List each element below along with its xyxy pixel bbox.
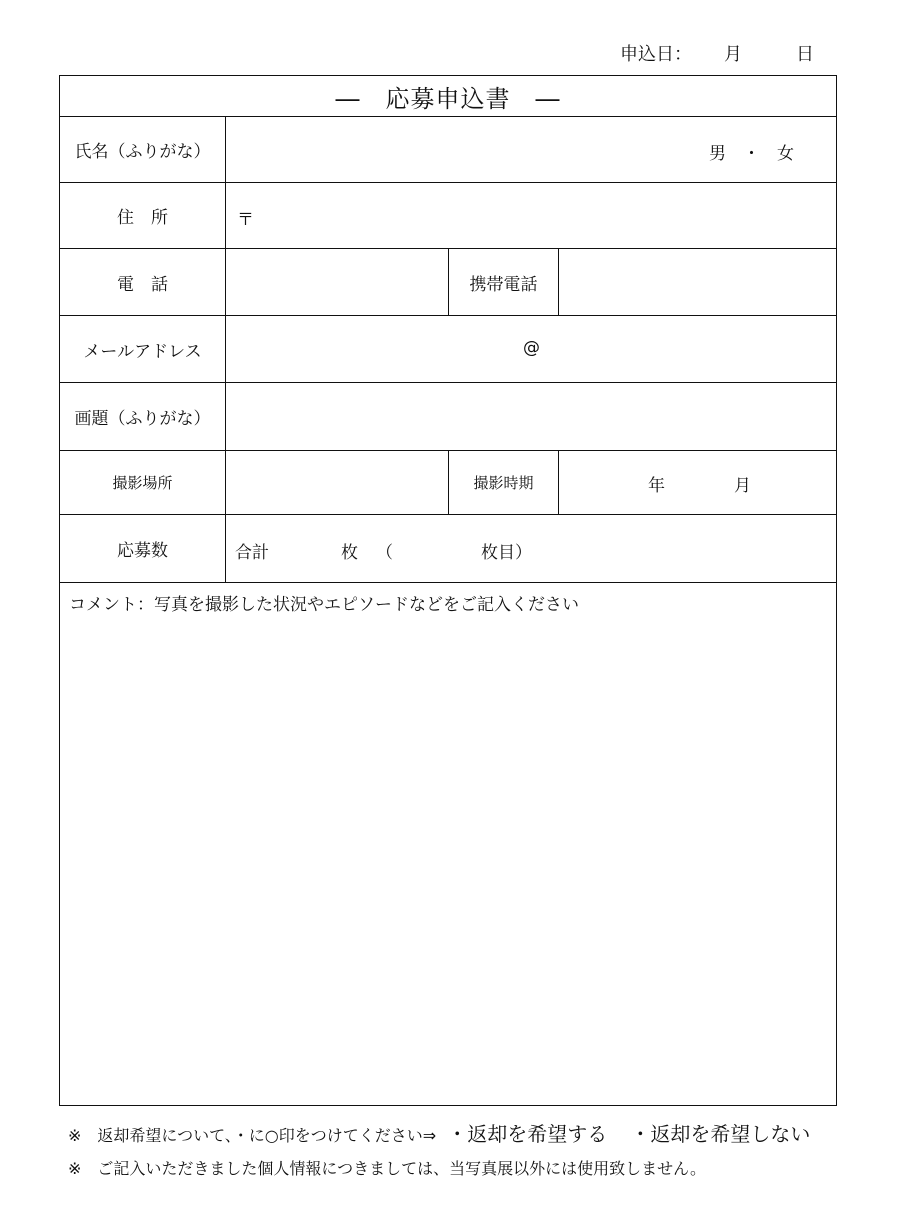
entries-total: 合計 <box>235 543 269 563</box>
comment-label: コメント：写真を撮影した状況やエピソードなどをご記入ください <box>69 595 579 615</box>
work-title-row <box>60 383 836 451</box>
return-yes-option[interactable]: ・返却を希望する <box>447 1122 608 1146</box>
form-title: ― 応募申込書 ― <box>60 76 836 117</box>
email-field[interactable] <box>226 316 836 382</box>
address-field[interactable] <box>226 183 836 248</box>
email-row <box>60 316 836 383</box>
application-form <box>59 75 837 1106</box>
entries-label: 応募数 <box>60 515 226 582</box>
phone-label: 電 話 <box>60 249 226 315</box>
privacy-note: ※ ご記入いただきました個人情報につきましては、当写真展以外には使用致しません。 <box>68 1159 707 1178</box>
date-day: 日 <box>796 44 814 65</box>
mobile-label: 携帯電話 <box>448 249 559 315</box>
date-label: 申込日： <box>620 44 692 65</box>
date-month: 月 <box>724 44 742 65</box>
application-date <box>620 40 840 66</box>
postal-mark: 〒 <box>237 210 254 230</box>
month-unit: 月 <box>734 476 751 496</box>
phone-field[interactable] <box>226 249 449 315</box>
phone-row <box>60 249 836 316</box>
work-title-label: 画題（ふりがな） <box>60 383 226 450</box>
shooting-row <box>60 451 836 515</box>
entries-field[interactable] <box>226 515 836 582</box>
email-label: メールアドレス <box>60 316 226 382</box>
return-prefix: ※ 返却希望について、・に○印をつけてください⇒ <box>68 1126 437 1145</box>
name-field[interactable] <box>226 117 836 182</box>
entries-sheet-no: 枚目） <box>481 543 532 563</box>
shooting-period-field[interactable] <box>559 451 836 514</box>
mobile-field[interactable] <box>559 249 836 315</box>
return-note <box>68 1118 810 1147</box>
address-label: 住 所 <box>60 183 226 248</box>
work-title-field[interactable] <box>226 383 836 450</box>
year-unit: 年 <box>648 476 665 496</box>
shooting-period-label: 撮影時期 <box>448 451 559 514</box>
entries-row <box>60 515 836 583</box>
entries-sheets: 枚 <box>341 543 358 563</box>
address-row <box>60 183 836 249</box>
return-no-option[interactable]: ・返却を希望しない <box>630 1122 811 1146</box>
comment-field[interactable] <box>60 616 836 1105</box>
shooting-place-field[interactable] <box>226 451 449 514</box>
name-label: 氏名（ふりがな） <box>60 117 226 182</box>
entries-paren-open: （ <box>376 543 393 563</box>
name-row <box>60 117 836 183</box>
gender-choice[interactable]: 男 ・ 女 <box>709 144 794 164</box>
at-mark: @ <box>523 338 540 358</box>
shooting-place-label: 撮影場所 <box>60 451 226 514</box>
